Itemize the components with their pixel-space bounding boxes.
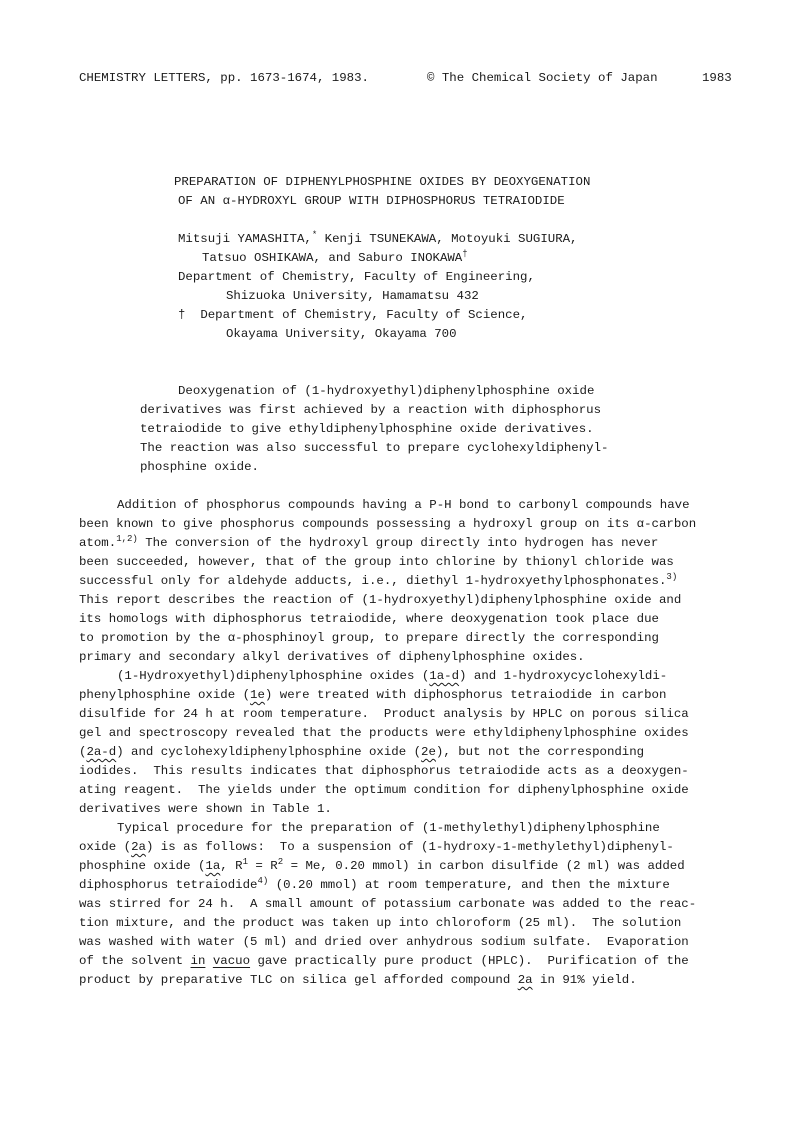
authors-line-1: Mitsuji YAMASHITA,* Kenji TSUNEKAWA, Motoyuki SUGIURA,: [178, 230, 578, 246]
body-line: product by preparative TLC on silica gel afforded compound 2a in 91% yield.: [79, 973, 637, 987]
body-line: derivatives were shown in Table 1.: [79, 802, 332, 816]
body-line: to promotion by the α-phosphinoyl group, to prepare directly the corresponding: [79, 631, 659, 645]
body-line: oxide (2a) is as follows: To a suspension of (1-hydroxy-1-methylethyl)diphenyl-: [79, 840, 674, 854]
body-line: disulfide for 24 h at room temperature. Product analysis by HPLC on porous silica: [79, 707, 689, 721]
body-line: tion mixture, and the product was taken up into chloroform (25 ml). The solution: [79, 916, 682, 930]
dagger-mark: †: [178, 308, 186, 322]
body-line: Addition of phosphorus compounds having a P-H bond to carbonyl compounds have: [117, 498, 690, 512]
compound-number: 1a: [205, 859, 221, 873]
body-line: ating reagent. The yields under the optimum condition for diphenylphosphine oxide: [79, 783, 689, 797]
compound-number: 2a: [517, 973, 533, 987]
compound-number: 2a-d: [86, 745, 117, 759]
citation: 4): [257, 876, 269, 886]
compound-number: 1a-d: [429, 669, 460, 683]
italic-term: vacuo: [212, 954, 251, 968]
body-line: (2a-d) and cyclohexyldiphenylphosphine oxide (2e), but not the corresponding: [79, 745, 645, 759]
body-line: was stirred for 24 h. A small amount of potassium carbonate was added to the reac-: [79, 897, 697, 911]
compound-number: 1e: [250, 688, 265, 702]
body-line: diphosphorus tetraiodide$^{4)}$ (0.20 mmol) at room temperature, and then the mixture: [79, 876, 670, 892]
body-line: (1-Hydroxyethyl)diphenylphosphine oxides (1a-d) and 1-hydroxycyclohexyldi-: [117, 669, 668, 683]
body-line: was washed with water (5 ml) and dried over anhydrous sodium sulfate. Evaporation: [79, 935, 689, 949]
body-line: phosphine oxide (1a, $R^1 = R^2 = Me$, 0.20 mmol) in carbon disulfide (2 ml) was added: [79, 857, 685, 873]
body-line: atom.$^{1,2)}$ The conversion of the hydroxyl group directly into hydrogen has never: [79, 534, 659, 550]
journal-citation: CHEMISTRY LETTERS, pp. 1673-1674, 1983.: [79, 71, 369, 85]
affiliation-2-line-1: † Department of Chemistry, Faculty of Science,: [178, 308, 528, 322]
body-line: This report describes the reaction of (1-hydroxyethyl)diphenylphosphine oxide and: [79, 593, 682, 607]
paper-title-line-1: PREPARATION OF DIPHENYLPHOSPHINE OXIDES BY DEOXYGENATION: [174, 175, 591, 189]
affiliation-1-line-1: Department of Chemistry, Faculty of Engineering,: [178, 270, 535, 284]
abstract-line: Deoxygenation of (1-hydroxyethyl)diphenylphosphine oxide: [178, 384, 595, 398]
affiliation-1-line-2: Shizuoka University, Hamamatsu 432: [226, 289, 479, 303]
dagger-mark: †: [462, 249, 468, 259]
compound-number: 2e: [421, 745, 436, 759]
abstract-line: The reaction was also successful to prepare cyclohexyldiphenyl-: [140, 441, 609, 455]
body-line: its homologs with diphosphorus tetraiodide, where deoxygenation took place due: [79, 612, 659, 626]
body-line: been succeeded, however, that of the group into chlorine by thionyl chloride was: [79, 555, 674, 569]
body-line: been known to give phosphorus compounds possessing a hydroxyl group on its α-carbon: [79, 517, 697, 531]
abstract-line: derivatives was first achieved by a reaction with diphosphorus: [140, 403, 602, 417]
body-line: iodides. This results indicates that diphosphorus tetraiodide acts as a deoxygen-: [79, 764, 689, 778]
italic-term: in: [190, 954, 206, 968]
citation: 3): [666, 572, 678, 582]
copyright-notice: © The Chemical Society of Japan: [427, 71, 658, 85]
corresponding-star: *: [311, 230, 318, 240]
paper-title-line-2: OF AN α-HYDROXYL GROUP WITH DIPHOSPHORUS TETRAIODIDE: [178, 194, 565, 208]
body-line: gel and spectroscopy revealed that the products were ethyldiphenylphosphine oxides: [79, 726, 689, 740]
abstract-line: tetraiodide to give ethyldiphenylphosphine oxide derivatives.: [140, 422, 594, 436]
body-line: phenylphosphine oxide (1e) were treated with diphosphorus tetraiodide in carbon: [79, 688, 667, 702]
body-line: of the solvent in vacuo gave practically pure product (HPLC). Purification of the: [79, 954, 689, 968]
abstract-line: phosphine oxide.: [140, 460, 259, 474]
header-year: 1983: [702, 71, 732, 85]
authors-line-2: Tatsuo OSHIKAWA, and Saburo INOKAWA†: [202, 249, 468, 265]
citation: 1,2): [116, 534, 138, 544]
body-line: Typical procedure for the preparation of (1-methylethyl)diphenylphosphine: [117, 821, 660, 835]
compound-number: 2a: [131, 840, 146, 854]
body-line: successful only for aldehyde adducts, i.e., diethyl 1-hydroxyethylphosphonates.$^{3)}$: [79, 572, 678, 588]
body-line: primary and secondary alkyl derivatives of diphenylphosphine oxides.: [79, 650, 585, 664]
affiliation-2-line-2: Okayama University, Okayama 700: [226, 327, 457, 341]
